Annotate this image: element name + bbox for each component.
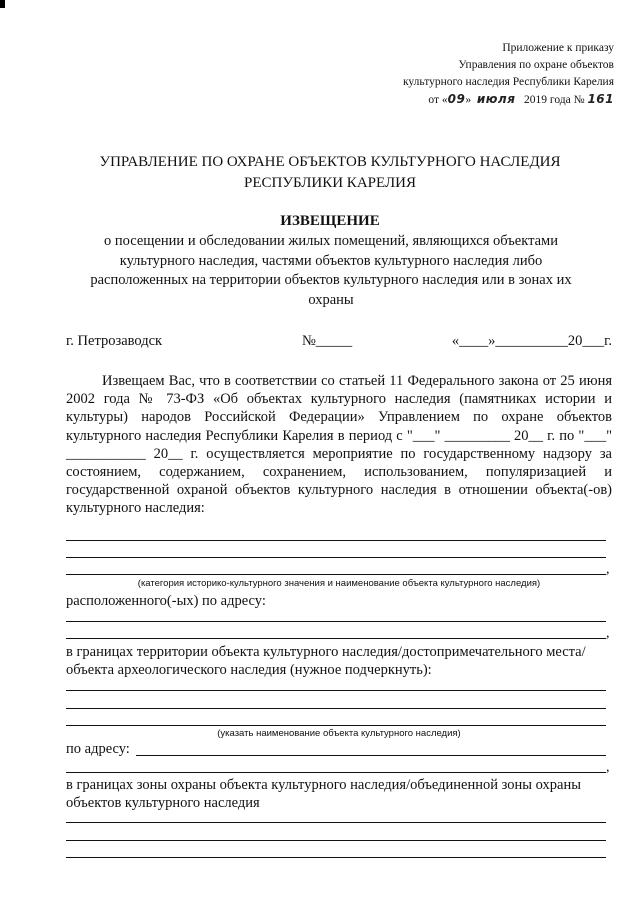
territory-blank-line-1 xyxy=(66,690,606,691)
category-caption: (категория историко-культурного значения и наименование объекта культурного наследия) xyxy=(137,578,541,589)
object-blank-line-1 xyxy=(66,540,606,541)
address2-comma: , xyxy=(606,760,610,775)
notice-body xyxy=(66,372,612,518)
approval-line-4: от «09» июля 2019 года № 161 xyxy=(428,92,614,106)
document-number-field: №_____ xyxy=(302,333,353,349)
address2-blank-line xyxy=(66,772,606,773)
approval-line-1: Приложение к приказу xyxy=(502,42,614,54)
object-blank-line-2 xyxy=(66,557,606,558)
approval-day: 09 xyxy=(447,92,466,106)
place-date-row xyxy=(66,331,612,351)
agency-heading xyxy=(60,152,600,194)
territory-blank-line-2 xyxy=(66,708,606,709)
object-blank-line-3 xyxy=(66,574,606,575)
address-inline-blank xyxy=(136,755,606,756)
address-blank-line-1 xyxy=(66,621,606,622)
document-subtitle: о посещении и обследовании жилых помещений, являющихся объектами культурного наследия, частями объектов культурного наследия либо расположенных на территории объектов культурного наследия или в зонах их охраны xyxy=(90,233,572,308)
object-comma: , xyxy=(606,562,610,577)
document-date-field: «____»__________20___г. xyxy=(451,333,612,349)
document-title: ИЗВЕЩЕНИЕ xyxy=(280,213,380,229)
approval-number: 161 xyxy=(587,92,614,106)
approval-line-3: культурного наследия Республики Карелия xyxy=(403,76,614,88)
object-name-caption: (указать наименование объекта культурного наследия) xyxy=(217,728,461,739)
territory-blank-line-3 xyxy=(66,725,606,726)
zone-blank-line-3 xyxy=(66,857,606,858)
zone-label: в границах зоны охраны объекта культурного наследия/объединенной зоны охраны объектов культурного наследия xyxy=(66,777,581,811)
scan-corner-mark xyxy=(0,0,5,8)
agency-line-1: УПРАВЛЕНИЕ ПО ОХРАНЕ ОБЪЕКТОВ КУЛЬТУРНОГО НАСЛЕДИЯ xyxy=(99,154,561,170)
territory-label: в границах территории объекта культурного наследия/достопримечательного места/объекта археологического наследия (нужное подчеркнуть): xyxy=(66,644,586,678)
zone-blank-line-1 xyxy=(66,822,606,823)
city-label: г. Петрозаводск xyxy=(66,333,163,349)
zone-blank-line-2 xyxy=(66,840,606,841)
approval-line-2: Управления по охране объектов xyxy=(458,59,614,71)
approval-month: июля xyxy=(476,92,516,106)
address-comma: , xyxy=(606,626,610,641)
approval-block xyxy=(354,40,614,109)
notice-paragraph: Извещаем Вас, что в соответствии со статьей 11 Федерального закона от 25 июня 2002 года № 73-ФЗ «Об объектах культурного наследия (памятниках истории и культуры) народов Российской Федерации» Управлением по охране объектов культурного наследия Республики Карелия в период с "___" _________ 20__ г. по "___" ___________ 20__ г. осуществляется мероприятие по государственному надзору за состоянием, содержанием, сохранением, использованием, популяризацией и государственной охраной объектов культурного наследия в отношении объекта(-ов) культурного наследия: xyxy=(66,373,612,517)
address-blank-line-2 xyxy=(66,638,606,639)
located-label: расположенного(-ых) по адресу: xyxy=(66,593,266,609)
address-label: по адресу: xyxy=(66,741,130,757)
agency-line-2: РЕСПУБЛИКИ КАРЕЛИЯ xyxy=(244,175,416,191)
